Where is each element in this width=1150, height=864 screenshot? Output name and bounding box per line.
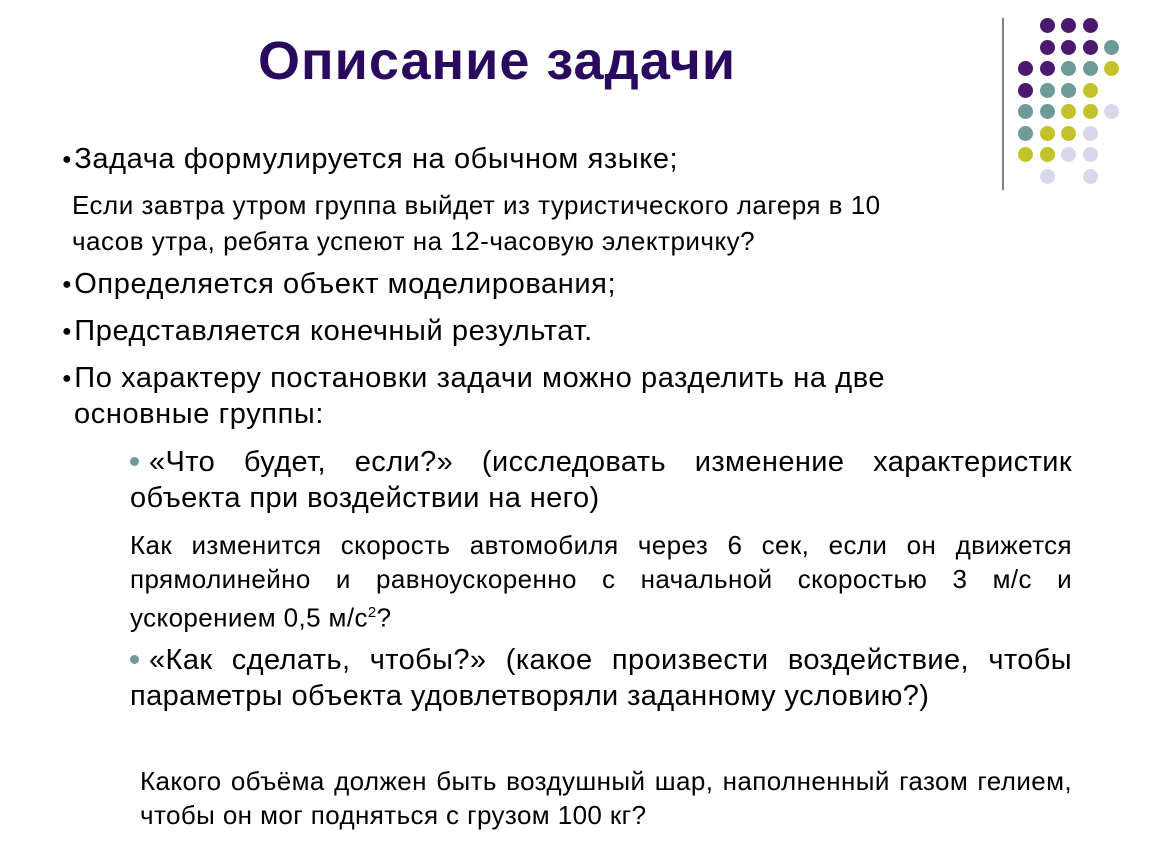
bullet-text: По характеру постановки задачи можно разделить на две — [74, 362, 886, 394]
decorative-dot — [1018, 83, 1033, 98]
decorative-dot-grid — [1018, 18, 1128, 188]
sub-bullet-1 — [130, 444, 1072, 516]
decorative-dot — [1083, 169, 1098, 184]
sub-bullet-text: «Что будет, если?» (исследовать изменение характеристик объекта при воздействии на него) — [130, 446, 1072, 514]
decorative-dot — [1040, 147, 1055, 162]
decorative-dot — [1083, 147, 1098, 162]
example-2-text: Как изменится скорость автомобиля через 6 сек, если он движется прямолинейно и равноускоренно с начальной скоростью 3 м/с и ускорением 0,5 м/с — [130, 530, 1072, 633]
decorative-dot — [1018, 61, 1033, 76]
example-2 — [130, 528, 1072, 635]
decorative-dot — [1061, 40, 1076, 55]
decorative-dot — [1040, 104, 1055, 119]
decorative-dot — [1083, 83, 1098, 98]
decorative-dot — [1018, 126, 1033, 141]
example-3-text: Какого объёма должен быть воздушный шар, наполненный газом гелием, чтобы он мог подняться с грузом 100 кг? — [140, 766, 1072, 830]
decorative-dot — [1061, 147, 1076, 162]
decorative-dot — [1040, 83, 1055, 98]
page-title: Описание задачи — [258, 31, 737, 91]
decorative-dot — [1061, 83, 1076, 98]
bullet-item-4-continuation: основные группы: — [74, 398, 325, 430]
bullet-icon: ● — [62, 323, 73, 340]
bullet-icon: ● — [62, 276, 73, 293]
decorative-dot — [1083, 40, 1098, 55]
decorative-dot — [1061, 104, 1076, 119]
bullet-text: Представляется конечный результат. — [74, 315, 593, 347]
decorative-dot — [1040, 18, 1055, 33]
bullet-text: Задача формулируется на обычном языке; — [74, 143, 679, 175]
decorative-dot — [1083, 18, 1098, 33]
decorative-dot — [1104, 40, 1119, 55]
bullet-item-1 — [62, 143, 678, 176]
decorative-dot — [1104, 61, 1119, 76]
bullet-icon: ● — [62, 151, 73, 168]
decorative-dot — [1083, 104, 1098, 119]
decorative-dot — [1018, 147, 1033, 162]
decorative-dot — [1083, 126, 1098, 141]
decorative-dot — [1040, 40, 1055, 55]
decorative-dot — [1061, 18, 1076, 33]
decorative-dot — [1083, 61, 1098, 76]
bullet-item-4 — [62, 362, 885, 395]
bullet-text: Определяется объект моделирования; — [74, 268, 617, 300]
example-1-line-2: часов утра, ребята успеют на 12-часовую электричку? — [72, 226, 756, 256]
bullet-icon: ● — [62, 370, 73, 387]
example-1-line-1: Если завтра утром группа выйдет из туристического лагеря в 10 — [72, 190, 881, 220]
decorative-dot — [1061, 61, 1076, 76]
divider-line — [1002, 18, 1004, 190]
sub-bullet-icon — [130, 457, 139, 466]
decorative-dot — [1040, 61, 1055, 76]
decorative-dot — [1061, 126, 1076, 141]
sub-bullet-text: «Как сделать, чтобы?» (какое произвести воздействие, чтобы параметры объекта удовлетворяли заданному условию?) — [130, 644, 1072, 712]
decorative-dot — [1104, 104, 1119, 119]
example-3 — [140, 764, 1072, 832]
superscript: 2 — [367, 604, 377, 621]
sub-bullet-2 — [130, 642, 1072, 714]
sub-bullet-icon — [130, 655, 139, 664]
bullet-item-3 — [62, 315, 593, 348]
bullet-item-2 — [62, 268, 616, 301]
example-2-end: ? — [376, 602, 392, 633]
decorative-dot — [1040, 169, 1055, 184]
decorative-dot — [1018, 104, 1033, 119]
decorative-dot — [1040, 126, 1055, 141]
